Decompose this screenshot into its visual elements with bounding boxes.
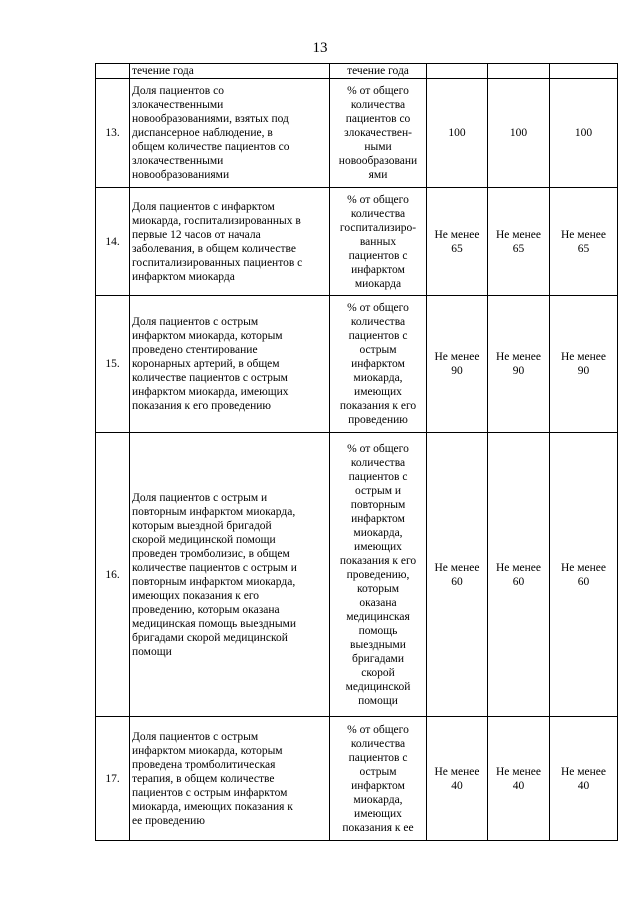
text-line: показания к его проведению	[132, 400, 271, 412]
table-row	[96, 188, 618, 296]
cell-value-2	[488, 79, 550, 188]
text-line: 40	[577, 779, 590, 792]
cell-value-3	[550, 79, 618, 188]
text-line: Не менее	[495, 765, 542, 778]
text-line: оказана	[359, 596, 397, 609]
text-line: Доля пациентов с острым	[132, 730, 259, 743]
text-line: 65	[577, 242, 590, 255]
text-line: количества	[350, 316, 406, 328]
text-line: % от общего	[347, 85, 409, 97]
text-line: 60	[451, 575, 463, 588]
text-line: ями	[368, 169, 388, 181]
cell-unit: течение года	[330, 64, 427, 79]
cell-value-1	[427, 64, 488, 79]
table-row	[96, 79, 618, 188]
cell-value-1	[427, 296, 488, 433]
text-line: госпитализиро-	[339, 221, 417, 234]
text-line: 60	[577, 575, 590, 588]
text-line: миокарда, госпитализированных в	[132, 214, 301, 227]
text-line: проведению	[348, 414, 408, 426]
text-line: Не менее	[495, 561, 542, 574]
text-line: 90	[577, 365, 590, 377]
text-line: Доля пациентов с острым и	[132, 491, 268, 504]
text-line: Не менее	[495, 351, 542, 363]
text-line: количества	[350, 737, 406, 750]
text-line: инфарктом миокарда, которым	[132, 744, 283, 757]
text-line: острым	[359, 765, 397, 778]
cell-unit	[330, 296, 427, 433]
text-line: Не менее	[434, 765, 480, 778]
text-line: проведен тромболизис, в общем	[132, 547, 290, 560]
text-line: новообразовани	[338, 155, 418, 167]
text-line: количества	[350, 456, 406, 469]
text-line: миокарда, имеющих показания к	[132, 800, 293, 813]
text-line: Не менее	[495, 228, 542, 241]
text-line: скорой	[361, 666, 395, 679]
text-line: ее проведению	[132, 814, 205, 827]
text-line: инфарктом	[351, 512, 405, 525]
cell-value-3	[550, 296, 618, 433]
text-line: % от общего	[347, 302, 409, 314]
text-line: пациентов со	[345, 113, 411, 125]
cell-desc	[130, 188, 330, 296]
text-line: проведено стентирование	[132, 344, 258, 356]
cell-value-1	[427, 433, 488, 717]
text-line: острым и	[354, 484, 402, 497]
text-line: инфарктом	[351, 358, 405, 370]
text-line: инфарктом миокарда	[132, 270, 235, 283]
text-line: Доля пациентов со	[132, 85, 224, 97]
table-row	[96, 433, 618, 717]
text-line: новообразованиями	[132, 169, 230, 181]
text-line: % от общего	[347, 723, 409, 736]
text-line: которым выездной бригадой	[132, 519, 272, 532]
text-line: 65	[512, 242, 525, 255]
cell-value-2	[488, 188, 550, 296]
page-number: 13	[312, 40, 328, 56]
cell-unit	[330, 433, 427, 717]
text-line: имеющих	[354, 386, 402, 398]
text-line: помощи	[358, 694, 398, 707]
text-line: повторным	[350, 498, 406, 511]
text-line: инфарктом	[351, 779, 405, 792]
text-line: диспансерное наблюдение, в	[132, 127, 273, 139]
indicators-table	[95, 63, 618, 841]
text-line: % от общего	[347, 193, 409, 206]
cell-value-3	[550, 717, 618, 841]
cell-value-3	[550, 64, 618, 79]
cell-desc: течение года	[130, 64, 330, 79]
cell-num: 14.	[96, 188, 130, 296]
text-line: ванных	[359, 235, 397, 248]
cell-value-1	[427, 188, 488, 296]
text-line: повторным инфарктом миокарда,	[132, 575, 296, 588]
text-line: острым	[359, 344, 397, 356]
text-line: % от общего	[347, 442, 409, 455]
text-line: инфарктом миокарда, которым	[132, 330, 283, 342]
text-line: 100	[448, 127, 466, 139]
text-line: количества	[350, 99, 406, 111]
text-line: 60	[512, 575, 525, 588]
cell-desc	[130, 433, 330, 717]
text-line: медицинская помощь выездными	[132, 617, 297, 630]
text-line: Доля пациентов с инфарктом	[132, 200, 275, 213]
text-line: злокачественными	[132, 99, 224, 111]
text-line: новообразованиями, взятых под	[132, 113, 289, 125]
text-line: Не менее	[434, 228, 480, 241]
text-line: медицинская	[346, 610, 410, 623]
text-line: показания к его	[339, 400, 417, 412]
text-line: Не менее	[560, 765, 607, 778]
text-line: Не менее	[434, 561, 480, 574]
text-line: проведению, которым оказана	[132, 603, 280, 616]
text-line: выездными	[350, 638, 406, 651]
text-line: Не менее	[434, 351, 480, 363]
text-line: помощь	[358, 624, 398, 637]
text-line: 90	[451, 365, 463, 377]
text-line: 40	[451, 779, 463, 792]
text-line: инфарктом	[351, 263, 405, 276]
text-line: пациентов с	[348, 751, 408, 764]
cell-unit	[330, 79, 427, 188]
cell-value-2	[488, 296, 550, 433]
text-line: миокарда,	[353, 793, 403, 806]
text-line: общем количестве пациентов со	[132, 141, 290, 153]
text-line: Доля пациентов с острым	[132, 316, 259, 328]
text-line: пациентов с	[348, 249, 408, 262]
text-line: помощи	[132, 645, 172, 658]
text-line: злокачествен-	[344, 127, 412, 139]
cell-num: 16.	[96, 433, 130, 717]
cell-unit	[330, 717, 427, 841]
table-row	[96, 296, 618, 433]
text-line: имеющих	[354, 540, 402, 553]
cell-value-2	[488, 433, 550, 717]
continuation-row	[96, 64, 618, 79]
text-line: злокачественными	[132, 155, 224, 167]
text-line: госпитализированных пациентов с	[132, 256, 303, 269]
cell-value-1	[427, 717, 488, 841]
text-line: Не менее	[560, 561, 607, 574]
text-line: миокарда,	[353, 526, 403, 539]
text-line: показания к его	[339, 554, 417, 567]
cell-num: 15.	[96, 296, 130, 433]
text-line: имеющих показания к его	[132, 589, 260, 602]
cell-value-1	[427, 79, 488, 188]
text-line: показания к ее	[342, 821, 414, 834]
cell-num: 17.	[96, 717, 130, 841]
text-line: бригадами скорой медицинской	[132, 631, 288, 644]
text-line: имеющих	[354, 807, 402, 820]
cell-value-3	[550, 433, 618, 717]
cell-desc	[130, 717, 330, 841]
text-line: Не менее	[560, 351, 607, 363]
cell-desc	[130, 296, 330, 433]
text-line: Не менее	[560, 228, 607, 241]
text-line: пациентов с	[348, 330, 408, 342]
text-line: проведению,	[346, 568, 410, 581]
text-line: 40	[512, 779, 525, 792]
text-line: инфарктом миокарда, имеющих	[132, 386, 289, 398]
text-line: коронарных артерий, в общем	[132, 358, 280, 370]
cell-unit	[330, 188, 427, 296]
text-line: повторным инфарктом миокарда,	[132, 505, 296, 518]
text-line: которым	[357, 582, 399, 595]
cell-value-2	[488, 64, 550, 79]
text-line: миокарда	[354, 277, 402, 290]
text-line: проведена тромболитическая	[132, 758, 276, 771]
text-line: пациентов с	[348, 470, 408, 483]
text-line: количестве пациентов с острым	[132, 372, 288, 384]
text-line: миокарда,	[353, 372, 403, 384]
cell-value-3	[550, 188, 618, 296]
text-line: скорой медицинской помощи	[132, 533, 276, 546]
text-line: 100	[509, 127, 528, 139]
cell-desc	[130, 79, 330, 188]
text-line: терапия, в общем количестве	[132, 772, 275, 785]
table-row	[96, 717, 618, 841]
text-line: первые 12 часов от начала	[132, 228, 261, 241]
text-line: количества	[350, 207, 406, 220]
text-line: 100	[574, 127, 593, 139]
cell-num	[96, 64, 130, 79]
text-line: пациентов с острым инфарктом	[132, 786, 288, 799]
text-line: количестве пациентов с острым и	[132, 561, 297, 574]
text-line: бригадами	[352, 652, 404, 665]
text-line: заболевания, в общем количестве	[132, 242, 296, 255]
cell-value-2	[488, 717, 550, 841]
text-line: 90	[512, 365, 525, 377]
text-line: ными	[364, 141, 392, 153]
text-line: медицинской	[345, 680, 411, 693]
text-line: 65	[451, 242, 463, 255]
cell-num: 13.	[96, 79, 130, 188]
